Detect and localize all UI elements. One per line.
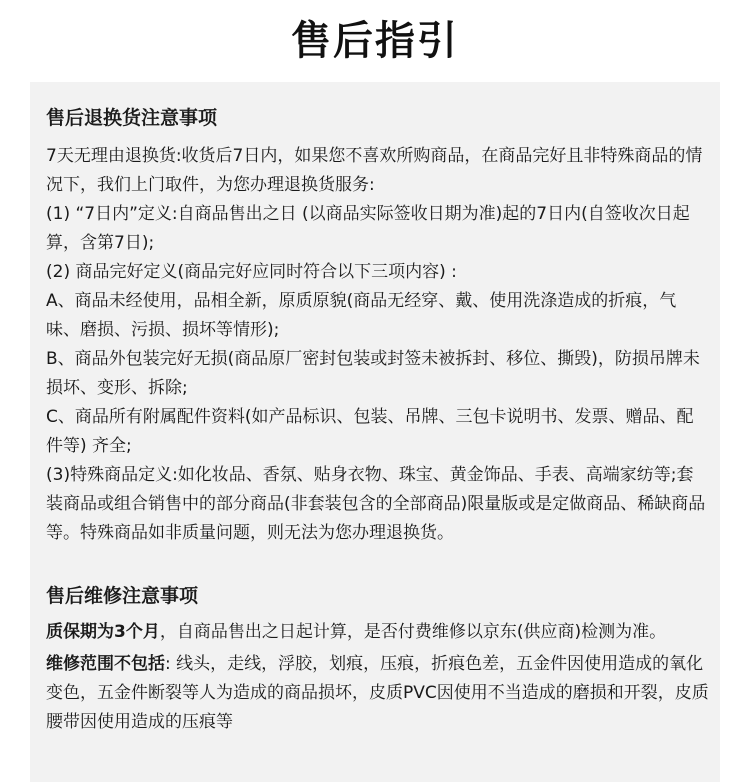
- scope-label: 维修范围不包括: [46, 654, 165, 674]
- scope-text: : 线头，走线，浮胶，划痕，压痕，折痕色差，五金件因使用造成的氧化变色，五金件断裂等人为造成的商品损坏，皮质PVC因使用不当造成的磨损和开裂，皮质腰带因使用造成的压痕等: [46, 654, 709, 732]
- repair-scope: [46, 650, 710, 737]
- repair-warranty: [46, 618, 710, 647]
- returns-item-c: C、商品所有附属配件资料(如产品标识、包装、吊牌、三包卡说明书、发票、赠品、配件等) 齐全;: [46, 407, 694, 456]
- after-sales-panel: [30, 82, 720, 782]
- repair-heading: 售后维修注意事项: [46, 585, 199, 607]
- returns-intro: 7天无理由退换货:收货后7日内，如果您不喜欢所购商品，在商品完好且非特殊商品的情况下，我们上门取件，为您办理退换货服务:: [46, 146, 703, 195]
- warranty-text: ，自商品售出之日起计算，是否付费维修以京东(供应商)检测为准。: [159, 622, 667, 642]
- returns-item-2: (2) 商品完好定义(商品完好应同时符合以下三项内容) :: [46, 262, 457, 282]
- returns-item-1: (1) “7日内”定义:自商品售出之日 (以商品实际签收日期为准)起的7日内(自签收次日起算，含第7日);: [46, 204, 690, 253]
- returns-item-b: B、商品外包装完好无损(商品原厂密封包装或封签未被拆封、移位、撕毁)，防损吊牌未损坏、变形、拆除;: [46, 349, 700, 398]
- page-title: 售后指引: [291, 18, 459, 64]
- returns-item-3: (3)特殊商品定义:如化妆品、香氛、贴身衣物、珠宝、黄金饰品、手表、高端家纺等;套装商品或组合销售中的部分商品(非套装包含的全部商品)限量版或是定做商品、稀缺商品等。特殊商品如非质量问题，则无法为您办理退换货。: [46, 465, 706, 543]
- returns-heading: 售后退换货注意事项: [46, 107, 218, 129]
- returns-item-a: A、商品未经使用，品相全新，原质原貌(商品无经穿、戴、使用洗涤造成的折痕，气味、磨损、污损、损坏等情形);: [46, 291, 677, 340]
- warranty-label: 质保期为3个月: [46, 622, 160, 642]
